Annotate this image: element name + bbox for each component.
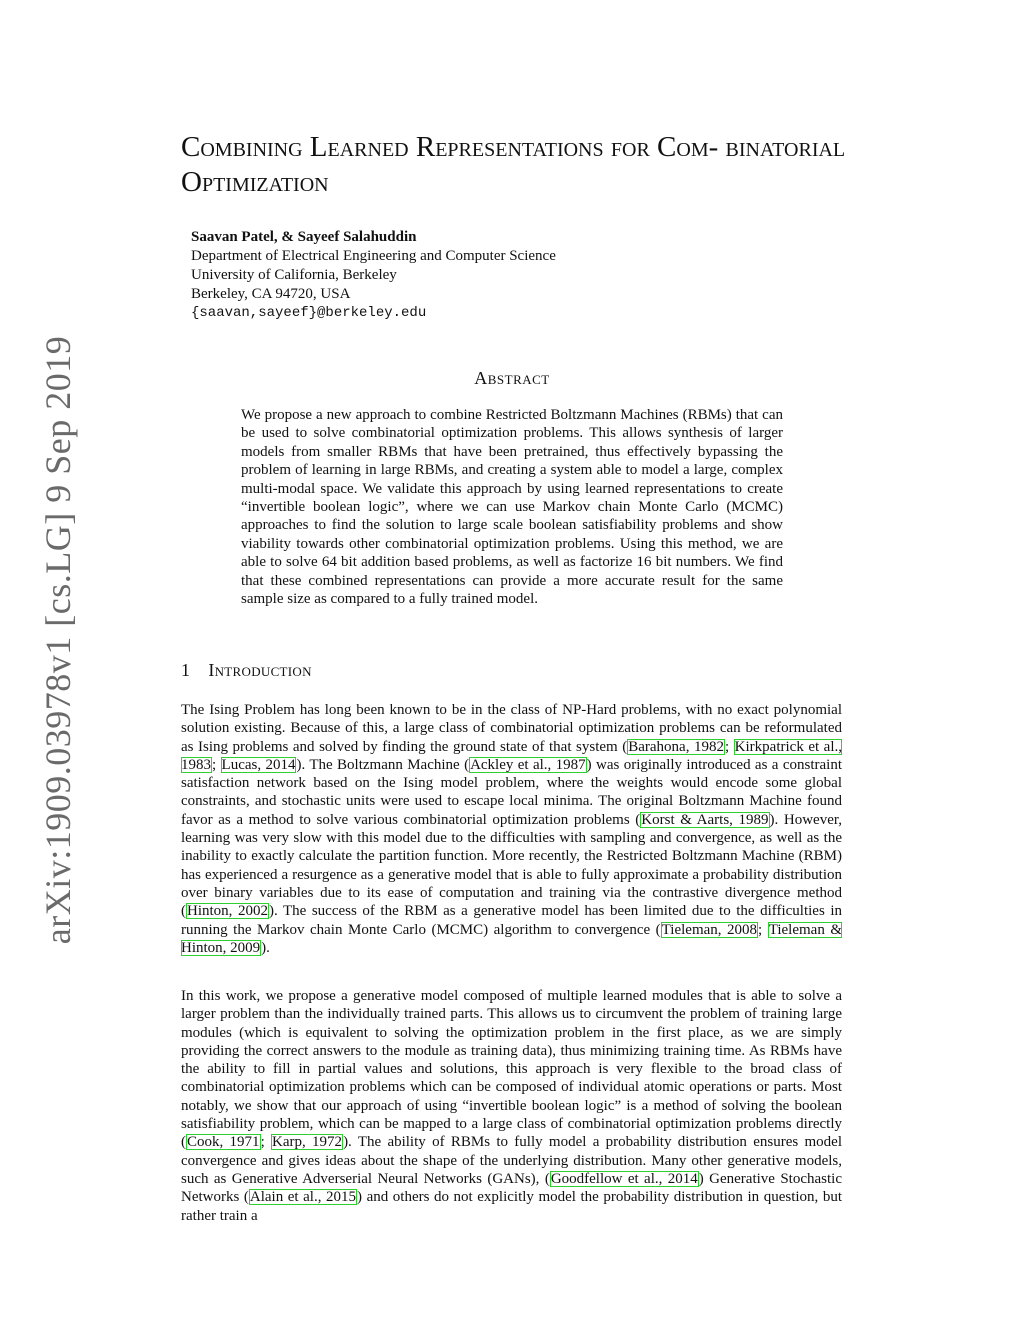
- text-run: The Ising Problem has long been known to be in the class of NP-Hard problems, with no exact polynomial solution existing. Because of this, a large class of combinatorial optimization problems can be reformulated as Ising problems and solved by finding the ground state of that system (: [181, 702, 842, 755]
- citation-link[interactable]: Tieleman, 2008: [661, 921, 758, 938]
- citation-link[interactable]: Lucas, 2014: [221, 756, 296, 773]
- citation-link[interactable]: Ackley et al., 1987: [470, 756, 586, 773]
- abstract-text: We propose a new approach to combine Restricted Boltzmann Machines (RBMs) that can be used to solve combinatorial optimization problems. This allows synthesis of larger models from smaller RBMs that have been pretrained, thus effectively bypassing the problem of learning in large RBMs, and creating a system able to model a large, complex multi-modal space. We validate this approach by using learned representations to create “invertible boolean logic”, where we can use Markov chain Monte Carlo (MCMC) approaches to find the solution to large scale boolean satisfiability problems and show viability towards other combinatorial optimization problems. Using this method, we are able to solve 64 bit addition based problems, as well as factorize 16 bit numbers. We find that these combined representations can provide a more accurate result for the same sample size as compared to a fully trained model.: [241, 407, 783, 608]
- citation-link[interactable]: Tieleman & Hinton, 2009: [181, 921, 843, 956]
- intro-paragraph-2: [181, 987, 842, 1225]
- citation-link[interactable]: Alain et al., 2015: [249, 1189, 357, 1206]
- abstract-heading: Abstract: [474, 368, 550, 388]
- author-city: Berkeley, CA 94720, USA: [191, 286, 351, 302]
- paper-title: Combining Learned Representations for Com- binatorial Optimization: [181, 131, 846, 198]
- author-email[interactable]: {saavan,sayeef}@berkeley.edu: [191, 305, 427, 321]
- citation-link[interactable]: Kirkpatrick et al., 1983: [181, 738, 843, 773]
- author-university: University of California, Berkeley: [191, 267, 397, 283]
- citation-link[interactable]: Karp, 1972: [272, 1134, 343, 1151]
- text-run: ) Generative Stochastic Networks (: [181, 1170, 842, 1206]
- text-run: In this work, we propose a generative model composed of multiple learned modules that is able to solve a larger problem than the individually trained parts. This allows us to circumvent the problem of training large modules (which is equivalent to solving the optimization problem in the first place, as we are simply providing the correct answers to the module as training data), thus minimizing training time. As RBMs have the ability to fill in partial values and solutions, this approach is very flexible to the broad class of combinatorial optimization problems which can be composed of individual atomic operations or parts. Most notably, we show that our approach of using “invertible boolean logic” is a method of solving the boolean satisfiability problem, which can be mapped to a large class of combinatorial optimization problems directly (: [181, 988, 842, 1151]
- author-names: Saavan Patel, & Sayeef Salahuddin: [191, 229, 417, 245]
- author-block: [191, 228, 556, 323]
- section-title: Introduction: [208, 660, 312, 680]
- text-run: ). The success of the RBM as a generative model has been limited due to the difficulties in running the Markov chain Monte Carlo (MCMC) algorithm to convergence (: [181, 903, 843, 938]
- section-number: 1: [181, 660, 191, 680]
- text-run: ). However, learning was very slow with this model due to the difficulties with sampling and convergence, as well as the inability to exactly calculate the partition function. More recently, the Restricted Boltzmann Machine (RBM) has experienced a resurgence as a generative model that is able to fully approximate a probability distribution over binary variables due to its ease of computation and training via the contrastive divergence method (: [181, 811, 842, 920]
- text-run: ) and others do not explicitly model the probability distribution in question, but rather train a: [181, 1189, 842, 1224]
- citation-link[interactable]: Barahona, 1982: [628, 738, 724, 755]
- arxiv-identifier: arXiv:1909.03978v1 [cs.LG] 9 Sep 2019: [38, 335, 78, 945]
- intro-paragraph-1: [181, 701, 842, 957]
- text-run: ). The Boltzmann Machine (: [296, 756, 470, 773]
- citation-link[interactable]: Korst & Aarts, 1989: [641, 811, 769, 828]
- author-department: Department of Electrical Engineering and Computer Science: [191, 248, 556, 264]
- text-run: ;: [212, 756, 221, 773]
- citation-link[interactable]: Cook, 1971: [187, 1134, 260, 1151]
- citation-link[interactable]: Hinton, 2002: [187, 903, 268, 920]
- section-heading-introduction: [181, 660, 312, 681]
- citation-link[interactable]: Goodfellow et al., 2014: [550, 1170, 698, 1187]
- text-run: ).: [261, 939, 270, 956]
- text-run: ;: [260, 1134, 272, 1151]
- text-run: ) was originally introduced as a constraint satisfaction network based on the Ising model problem, where the weights would encode some global constraints, and stochastic units were used to escape local minima. The original Boltzmann Machine found favor as a method to solve various combinatorial optimization problems (: [181, 756, 842, 828]
- text-run: ). The ability of RBMs to fully model a probability distribution ensures model convergence and gives ideas about the shape of the underlying distribution. Many other generative models, such as Generative Adverserial Neural Networks (GANs), (: [181, 1134, 842, 1187]
- text-run: ;: [724, 738, 734, 755]
- text-run: ;: [758, 921, 768, 938]
